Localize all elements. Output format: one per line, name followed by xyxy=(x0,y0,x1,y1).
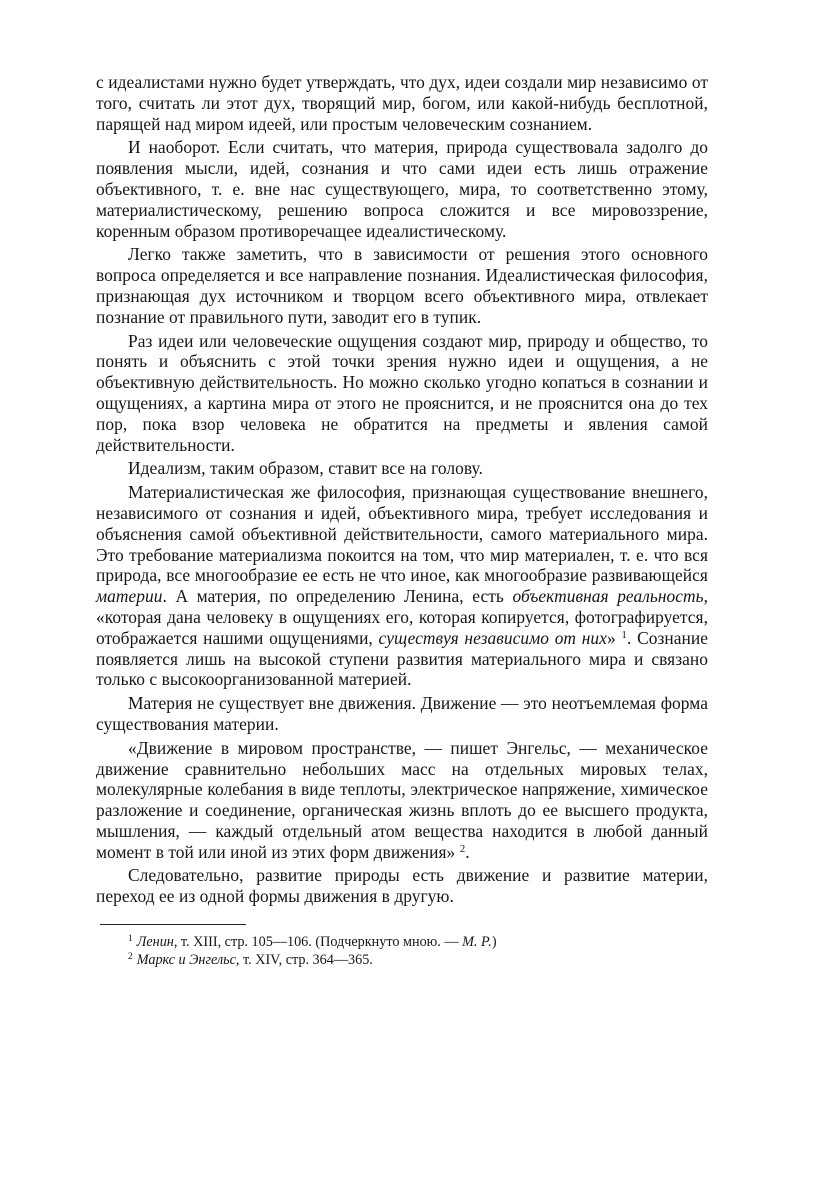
text-run: . xyxy=(465,841,470,862)
text-run: Материя не существует вне движения. Движение — это неотъемлемая форма существования материи. xyxy=(96,693,708,734)
text-run: И наоборот. Если считать, что материя, природа существовала задолго до появления мысли, идей, сознания и что сами идеи есть лишь отражение объективного, т. е. вне нас существующего, мира, то соответственно этому, материалистическому, решению вопроса сложится и все мировоззрение, коренным образом противоречащее идеалистическому. xyxy=(96,137,708,241)
paragraph xyxy=(96,72,708,134)
text-run: ) xyxy=(491,934,497,951)
footnote-number: 2 xyxy=(128,952,133,963)
text-run: с идеалистами нужно будет утверждать, что дух, идеи создали мир независимо от того, считать ли этот дух, творящий мир, богом, или какой-нибудь бесплотной, парящей над миром идеей, или простым человеческим сознанием. xyxy=(96,72,708,134)
text-run: Легко также заметить, что в зависимости от решения этого основного вопроса определяется и все направление познания. Идеалистическая философия, признающая дух источником и творцом всего объективного мира, отвлекает познание от правильного пути, заводит его в тупик. xyxy=(96,244,708,327)
footnote-number: 1 xyxy=(128,934,133,945)
footnote-reference: 1 xyxy=(621,628,627,641)
text-run: » xyxy=(606,627,622,648)
paragraph xyxy=(96,331,708,456)
text-run: . Сознание появляется лишь на высокой ступени развития материального мира и связано только с высокоорганизованной материей. xyxy=(96,627,708,690)
text-run: Материалистическая же философия, признающая существование внешнего, независимого от сознания и идей, объективного мира, требует исследования и объяснения самой объективной действительности, самого материального мира. Это требование материализма покоится на том, что мир материален, т. е. что вся природа, все многообразие ее есть не что иное, как многообразие развивающейся xyxy=(96,482,708,586)
text-run: . А материя, по определению Ленина, есть xyxy=(162,586,513,607)
footnote xyxy=(128,951,708,969)
emphasized-text: М. Р. xyxy=(462,934,492,951)
footnote-reference: 2 xyxy=(459,842,466,855)
paragraph xyxy=(96,865,708,907)
text-run: «Движение в мировом пространстве, — пишет Энгельс, — механическое движение сравнительно небольших масс на отдельных мировых телах, молекулярные колебания в виде теплоты, электрическое напряжение, химическое разложение и соединение, органическая жизнь вплоть до ее высшего продукта, мышления, — каждый отдельный атом вещества находится в любой данный момент в той или иной из этих форм движения» xyxy=(96,737,708,862)
emphasized-text: объективная реальность xyxy=(512,586,704,607)
paragraph xyxy=(96,458,708,479)
footnote-divider xyxy=(100,924,246,925)
text-run: Следовательно, развитие природы есть движение и развитие материи, переход ее из одной формы движения в другую. xyxy=(96,865,708,907)
footnotes xyxy=(96,933,708,969)
emphasized-text: существуя независимо от них xyxy=(378,627,607,648)
text-run: , т. XIV, стр. 364—365. xyxy=(235,952,373,969)
emphasized-text: материи xyxy=(96,586,163,607)
emphasized-text: Ленин xyxy=(136,934,174,951)
paragraph xyxy=(96,137,708,241)
paragraph xyxy=(96,738,708,863)
text-run: Раз идеи или человеческие ощущения создают мир, природу и общество, то понять и объяснить с этой точки зрения нужно идеи и ощущения, а не объективную действительность. Но можно сколько угодно копаться в сознании и ощущениях, а картина мира от этого не прояснится, и не прояснится она до тех пор, пока взор человека не обратится на предметы и явления самой действительности. xyxy=(96,330,708,455)
paragraph xyxy=(96,693,708,735)
footnote xyxy=(128,933,708,951)
text-run: , т. XIII, стр. 105—106. (Подчеркнуто мною. — xyxy=(173,934,463,951)
paragraph xyxy=(96,244,708,327)
text-run: , «которая дана человеку в ощущениях его, которая копируется, фотографируется, отображается нашими ощущениями, xyxy=(96,586,708,648)
emphasized-text: Маркс и Энгельс xyxy=(136,952,236,969)
paragraph xyxy=(96,482,708,690)
main-text xyxy=(96,72,708,907)
text-run: Идеализм, таким образом, ставит все на голову. xyxy=(128,458,483,479)
page-body xyxy=(96,72,708,969)
